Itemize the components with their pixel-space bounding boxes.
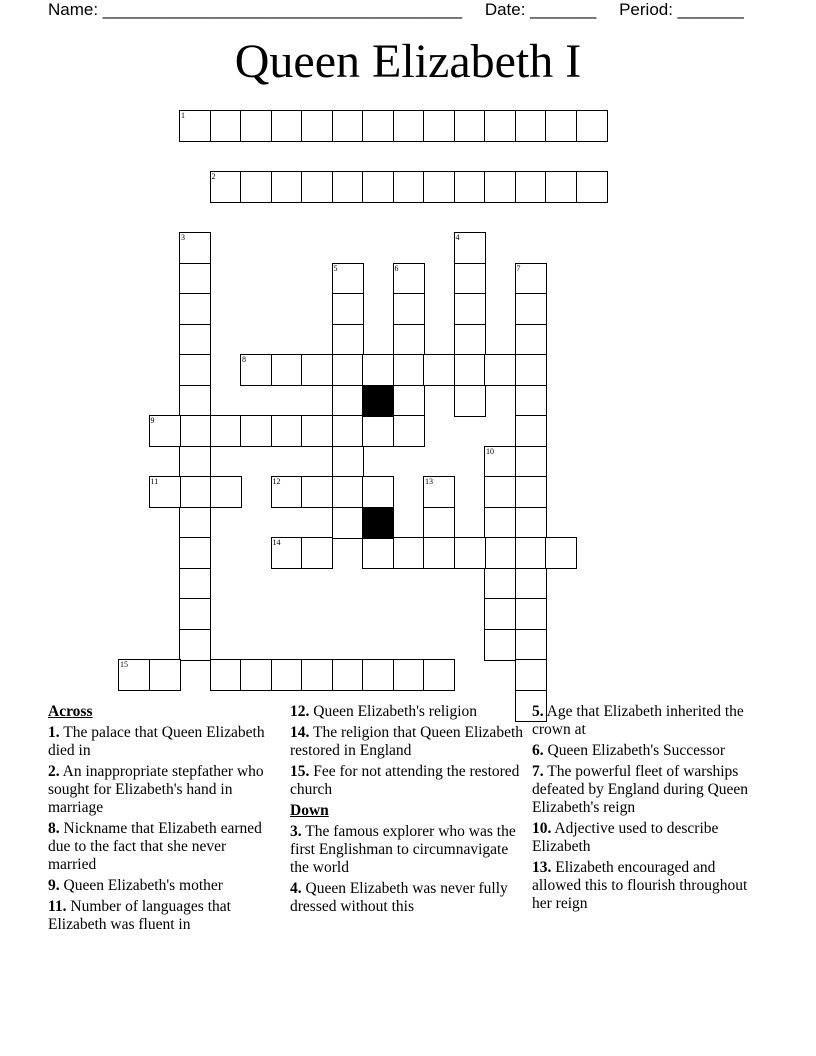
crossword-cell[interactable] (332, 354, 364, 386)
clue-item (532, 820, 767, 856)
name-field-label: Name: ______________________________________ (48, 0, 463, 19)
clue-item (48, 877, 278, 895)
crossword-cell[interactable] (149, 659, 181, 691)
crossword-cell[interactable] (301, 110, 333, 142)
crossword-cell[interactable] (362, 415, 394, 447)
crossword-cell[interactable] (179, 263, 211, 295)
crossword-cell[interactable] (454, 293, 486, 325)
crossword-cell[interactable] (515, 507, 547, 539)
clue-item (532, 742, 767, 760)
crossword-cell[interactable] (362, 171, 394, 203)
crossword-cell[interactable] (454, 263, 486, 295)
clue-item (48, 724, 278, 760)
clue-item (532, 703, 767, 739)
clue-item-number: 6. (532, 742, 544, 759)
crossword-cell[interactable] (515, 537, 547, 569)
crossword-cell[interactable] (515, 598, 547, 630)
clues-column-3 (532, 703, 767, 916)
crossword-cell[interactable] (484, 110, 516, 142)
page-title: Queen Elizabeth I (234, 35, 582, 88)
crossword-cell[interactable] (515, 324, 547, 356)
clue-number-7: 7 (516, 263, 521, 273)
clue-item-number: 7. (532, 763, 544, 780)
clue-item-number: 13. (532, 859, 552, 876)
crossword-cell[interactable] (545, 171, 577, 203)
crossword-cell[interactable] (423, 537, 455, 569)
crossword-cell[interactable] (484, 171, 516, 203)
clue-item-text: Elizabeth encouraged and allowed this to flourish throughout her reign (532, 859, 748, 912)
crossword-cell[interactable] (423, 171, 455, 203)
crossword-cell[interactable] (515, 476, 547, 508)
crossword-cell[interactable] (210, 110, 242, 142)
crossword-cell[interactable] (210, 476, 242, 508)
crossword-cell[interactable] (271, 415, 303, 447)
crossword-cell[interactable] (210, 415, 242, 447)
crossword-cell[interactable] (332, 446, 364, 478)
crossword-cell[interactable] (210, 659, 242, 691)
date-field-label: Date: _______ (484, 0, 597, 19)
crossword-cell[interactable] (454, 171, 486, 203)
crossword-cell[interactable] (179, 354, 211, 386)
crossword-cell[interactable] (332, 385, 364, 417)
clue-number-12: 12 (272, 477, 281, 486)
crossword-cell[interactable] (515, 629, 547, 661)
crossword-block (362, 507, 394, 539)
clue-item-text: Age that Elizabeth inherited the crown at (532, 703, 744, 738)
clue-item (48, 898, 278, 934)
clue-item-text: Queen Elizabeth's Successor (543, 742, 726, 759)
crossword-cell[interactable] (301, 354, 333, 386)
clues-column-2 (290, 703, 525, 919)
clue-item-number: 15. (290, 763, 310, 780)
crossword-cell[interactable] (454, 110, 486, 142)
crossword-cell[interactable] (423, 354, 455, 386)
crossword-cell[interactable] (240, 659, 272, 691)
crossword-cell[interactable] (484, 507, 516, 539)
crossword-cell[interactable] (179, 568, 211, 600)
clue-item-text: Fee for not attending the restored church (290, 763, 520, 798)
crossword-cell[interactable] (332, 110, 364, 142)
crossword-cell[interactable] (301, 659, 333, 691)
crossword-cell[interactable] (179, 629, 211, 661)
clue-item (290, 703, 525, 721)
crossword-cell[interactable] (240, 110, 272, 142)
clue-number-4: 4 (455, 233, 460, 242)
crossword-cell[interactable] (484, 354, 516, 386)
crossword-cell[interactable] (271, 171, 303, 203)
clue-item-text: The famous explorer who was the first Englishman to circumnavigate the world (290, 823, 516, 876)
crossword-cell[interactable] (515, 354, 547, 386)
crossword-cell[interactable] (179, 476, 211, 508)
crossword-cell[interactable] (393, 354, 425, 386)
clue-number-6: 6 (394, 263, 399, 273)
crossword-cell[interactable] (393, 659, 425, 691)
crossword-cell[interactable] (393, 537, 425, 569)
crossword-cell[interactable] (240, 171, 272, 203)
crossword-cell[interactable] (454, 324, 486, 356)
crossword-cell[interactable] (271, 110, 303, 142)
crossword-cell[interactable] (362, 476, 394, 508)
clue-item-text: The palace that Queen Elizabeth died in (48, 724, 265, 759)
clue-number-9: 9 (150, 416, 155, 425)
clue-item (532, 859, 767, 913)
crossword-cell[interactable] (301, 476, 333, 508)
clue-item-number: 11. (48, 898, 67, 915)
clues-column-1 (48, 703, 278, 937)
clue-number-13: 13 (425, 477, 433, 486)
clue-number-3: 3 (181, 233, 185, 242)
crossword-cell[interactable] (393, 110, 425, 142)
crossword-cell[interactable] (332, 415, 364, 447)
clue-item-number: 2. (48, 763, 60, 780)
clue-item-text: Queen Elizabeth's mother (59, 877, 223, 894)
crossword-block (362, 385, 394, 417)
clue-item-text: Queen Elizabeth was never fully dressed without this (290, 880, 508, 915)
clue-item-text: Adjective used to describe Elizabeth (532, 820, 719, 855)
crossword-cell[interactable] (179, 507, 211, 539)
crossword-cell[interactable] (179, 446, 211, 478)
crossword-cell[interactable] (484, 629, 516, 661)
crossword-cell[interactable] (362, 537, 394, 569)
crossword-cell[interactable] (301, 415, 333, 447)
crossword-cell[interactable] (484, 537, 516, 569)
crossword-cell[interactable] (271, 354, 303, 386)
crossword-cell[interactable] (454, 385, 486, 417)
clue-item (290, 823, 525, 877)
clue-item (290, 880, 525, 916)
clue-item (290, 724, 525, 760)
crossword-cell[interactable] (423, 507, 455, 539)
crossword-cell[interactable] (393, 415, 425, 447)
clue-item-text: The religion that Queen Elizabeth restored in England (290, 724, 523, 759)
crossword-cell[interactable] (393, 385, 425, 417)
crossword-cell[interactable] (423, 659, 455, 691)
down-heading: Down (290, 802, 329, 819)
clue-item-number: 12. (290, 703, 310, 720)
across-heading: Across (48, 703, 93, 720)
clue-item-number: 3. (290, 823, 302, 840)
crossword-cell[interactable] (545, 110, 577, 142)
crossword-cell[interactable] (362, 659, 394, 691)
crossword-cell[interactable] (332, 293, 364, 325)
crossword-cell[interactable] (454, 354, 486, 386)
crossword-cell[interactable] (362, 354, 394, 386)
crossword-cell[interactable] (240, 415, 272, 447)
crossword-cell[interactable] (484, 476, 516, 508)
crossword-cell[interactable] (332, 476, 364, 508)
crossword-cell[interactable] (301, 537, 333, 569)
crossword-cell[interactable] (179, 385, 211, 417)
crossword-cell[interactable] (515, 446, 547, 478)
clue-item (48, 820, 278, 874)
crossword-cell[interactable] (515, 110, 547, 142)
crossword-cell[interactable] (179, 324, 211, 356)
clue-number-5: 5 (333, 263, 338, 273)
crossword-cell[interactable] (332, 507, 364, 539)
crossword-cell[interactable] (179, 415, 211, 447)
clue-item-number: 4. (290, 880, 302, 897)
crossword-cell[interactable] (271, 659, 303, 691)
crossword-cell[interactable] (515, 293, 547, 325)
crossword-cell[interactable] (332, 324, 364, 356)
clue-item-text: Number of languages that Elizabeth was fluent in (48, 898, 231, 933)
crossword-cell[interactable] (301, 171, 333, 203)
crossword-cell[interactable] (515, 659, 547, 691)
period-field-label: Period: _______ (619, 0, 744, 19)
crossword-cell[interactable] (515, 171, 547, 203)
clue-item-text: Queen Elizabeth's religion (309, 703, 478, 720)
clue-number-1: 1 (181, 111, 185, 120)
clue-item-text: The powerful fleet of warships defeated by England during Queen Elizabeth's reign (532, 763, 749, 816)
crossword-cell[interactable] (576, 171, 608, 203)
clue-number-11: 11 (150, 477, 159, 486)
crossword-cell[interactable] (393, 293, 425, 325)
crossword-cell[interactable] (515, 568, 547, 600)
crossword-cell[interactable] (179, 537, 211, 569)
clue-item (290, 763, 525, 799)
crossword-cell[interactable] (484, 568, 516, 600)
crossword-cell[interactable] (179, 293, 211, 325)
clue-item-text: Nickname that Elizabeth earned due to the fact that she never married (48, 820, 262, 873)
clue-item-number: 9. (48, 877, 60, 894)
crossword-cell[interactable] (454, 537, 486, 569)
clue-number-2: 2 (211, 172, 216, 181)
clue-number-8: 8 (242, 355, 246, 364)
crossword-cell[interactable] (332, 171, 364, 203)
clue-number-14: 14 (272, 538, 281, 547)
crossword-cell[interactable] (545, 537, 577, 569)
clue-item (532, 763, 767, 817)
clue-item-number: 5. (532, 703, 544, 720)
clue-number-15: 15 (120, 660, 128, 669)
crossword-cell[interactable] (515, 385, 547, 417)
crossword-cell[interactable] (179, 598, 211, 630)
clue-item-text: An inappropriate stepfather who sought for Elizabeth's hand in marriage (48, 763, 264, 816)
crossword-cell[interactable] (332, 659, 364, 691)
clue-item-number: 1. (48, 724, 60, 741)
crossword-cell[interactable] (393, 171, 425, 203)
crossword-cell[interactable] (484, 598, 516, 630)
crossword-cell[interactable] (576, 110, 608, 142)
clue-item (48, 763, 278, 817)
clue-item-number: 14. (290, 724, 310, 741)
clue-item-number: 8. (48, 820, 60, 837)
clue-number-10: 10 (486, 446, 494, 456)
crossword-cell[interactable] (393, 324, 425, 356)
crossword-cell[interactable] (423, 110, 455, 142)
crossword-cell[interactable] (515, 415, 547, 447)
clue-item-number: 10. (532, 820, 552, 837)
crossword-cell[interactable] (362, 110, 394, 142)
